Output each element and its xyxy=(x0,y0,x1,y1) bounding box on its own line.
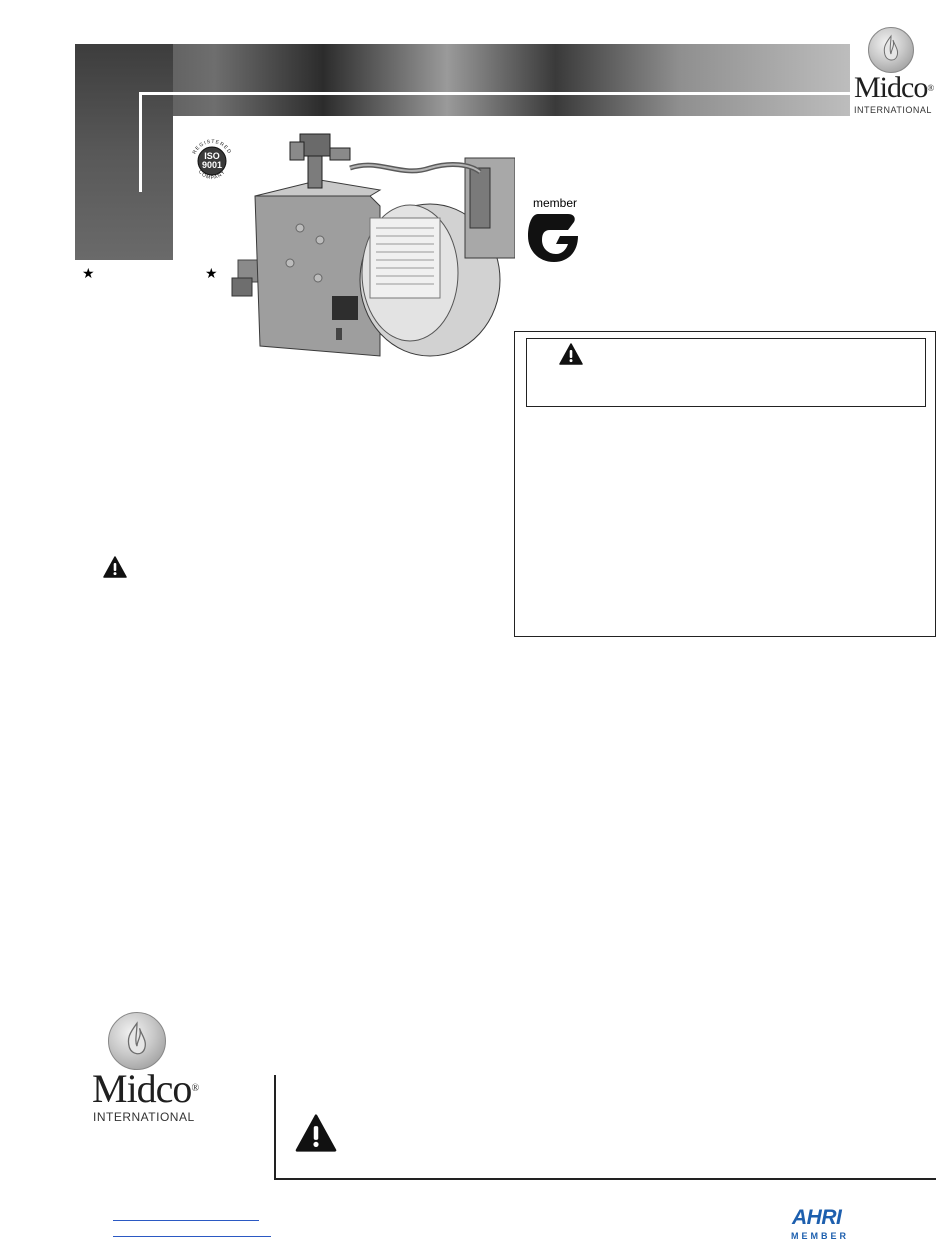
footer-brand-name-text: Midco xyxy=(92,1066,192,1111)
iso-label: ISO xyxy=(204,151,220,161)
iso-top-text: REGISTERED xyxy=(191,138,233,156)
warning-triangle-icon xyxy=(295,1114,337,1152)
footer-brand-name xyxy=(92,1068,198,1110)
warning-triangle-icon xyxy=(103,556,127,578)
midco-flame-icon xyxy=(868,27,914,73)
warning-triangle-icon xyxy=(559,343,583,365)
footer-link-underline[interactable] xyxy=(113,1236,271,1237)
footer-brand-registered: ® xyxy=(191,1083,199,1094)
footer-notice-divider xyxy=(274,1075,276,1179)
header-brand-name xyxy=(854,72,933,104)
footer-brand-subtitle: INTERNATIONAL xyxy=(93,1110,195,1124)
midco-flame-icon xyxy=(108,1012,166,1070)
ahri-member-label: MEMBER xyxy=(791,1231,849,1241)
header-brand-subtitle: INTERNATIONAL xyxy=(854,105,932,115)
member-label: member xyxy=(533,196,578,210)
footer-link-underline[interactable] xyxy=(113,1220,259,1221)
warning-header-box xyxy=(526,338,926,407)
header-brand-registered: ® xyxy=(927,83,934,93)
star-icon: ★ xyxy=(82,265,95,281)
cga-logo xyxy=(528,210,578,262)
footer-notice-rule xyxy=(274,1178,936,1180)
iso-9001-badge xyxy=(188,137,236,185)
header-brand-name-text: Midco xyxy=(854,71,928,104)
star-icon: ★ xyxy=(205,265,218,281)
ahri-logo: AHRI xyxy=(792,1206,842,1229)
iso-number: 9001 xyxy=(201,160,223,170)
iso-bottom-text: COMPANY xyxy=(196,169,228,182)
gas-burner-photo xyxy=(230,128,515,360)
